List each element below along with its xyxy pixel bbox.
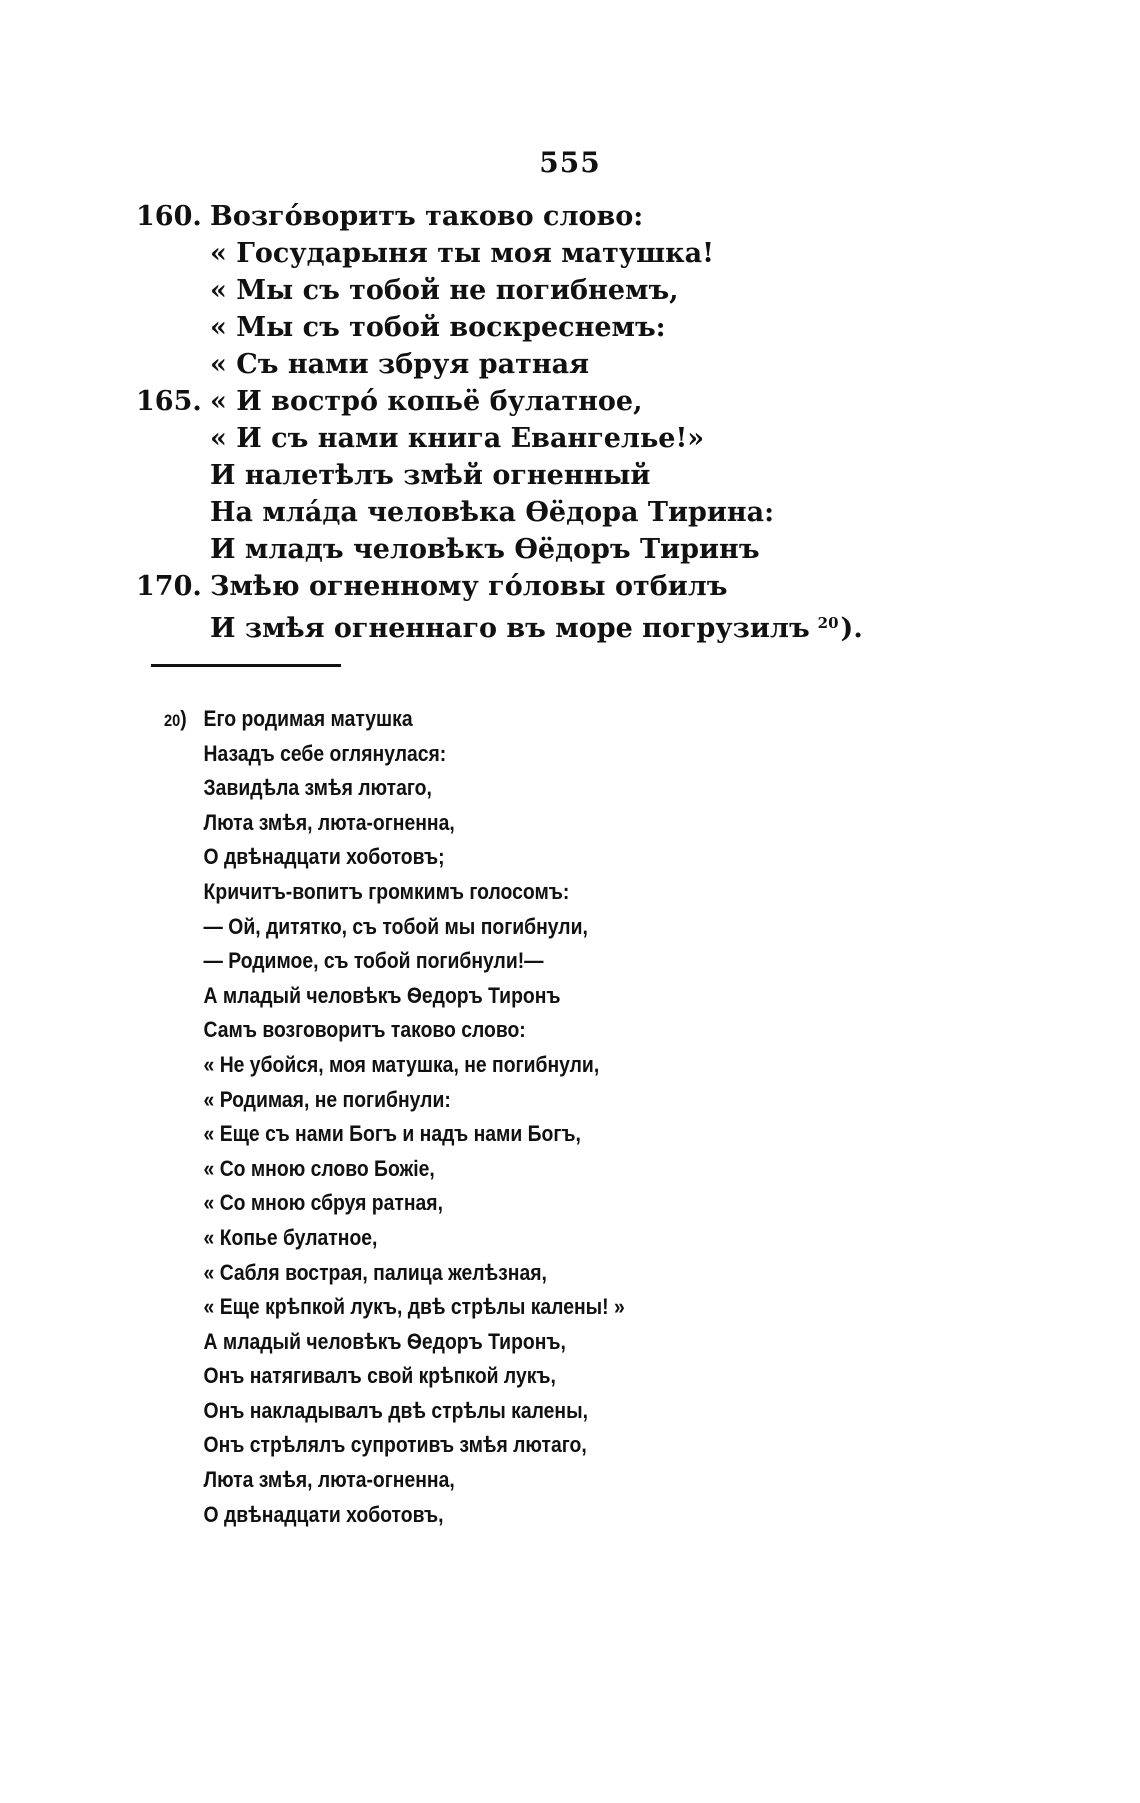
footnote-reference-close: ). xyxy=(840,613,863,644)
verse-body xyxy=(136,198,863,642)
footnote-line-text: « Со мною слово Божіе, xyxy=(203,1155,435,1181)
verse-line xyxy=(136,309,863,346)
verse-line xyxy=(136,383,863,420)
footnote-line-text: — Ой, дитятко, съ тобой мы погибнули, xyxy=(203,913,588,939)
verse-line xyxy=(136,198,863,235)
footnote-line-text: А младый человѣкъ Ѳедоръ Тиронъ, xyxy=(203,1328,566,1354)
footnote-line-text: Самъ возговоритъ таково слово: xyxy=(203,1017,526,1043)
footnote-line-text: О двѣнадцати хоботовъ; xyxy=(203,844,445,870)
footnote-line-text: О двѣнадцати хоботовъ, xyxy=(203,1501,444,1527)
verse-line xyxy=(136,346,863,383)
footnote-marker-paren: ) xyxy=(180,706,187,731)
line-number: 165. xyxy=(136,386,202,417)
line-text: Возго́воритъ таково слово: xyxy=(210,201,644,232)
line-text: И младъ человѣкъ Ѳёдоръ Тиринъ xyxy=(210,534,760,565)
line-text: « И съ нами книга Евангелье!» xyxy=(210,423,705,454)
footnote-line-text: « Еще крѣпкой лукъ, двѣ стрѣлы калены! » xyxy=(203,1294,625,1320)
footnote-line xyxy=(164,1325,625,1360)
line-text: « Мы съ тобой воскреснемъ: xyxy=(210,312,666,343)
footnote-line xyxy=(164,1117,625,1152)
footnote-line xyxy=(164,737,625,772)
footnote-line xyxy=(164,979,625,1014)
footnote-line-text: Онъ стрѣлялъ супротивъ змѣя лютаго, xyxy=(203,1432,587,1458)
footnote-line xyxy=(164,1498,625,1533)
footnote-line xyxy=(164,1359,625,1394)
footnote-body xyxy=(164,702,700,1532)
footnote-line xyxy=(164,806,625,841)
line-text: На мла́да человѣка Ѳёдора Тирина: xyxy=(210,497,775,528)
footnote-marker xyxy=(164,702,204,739)
line-text: « Государыня ты моя матушка! xyxy=(210,238,715,269)
verse-line xyxy=(136,494,863,531)
footnote-line-text: Кричитъ-вопитъ громкимъ голосомъ: xyxy=(203,878,570,904)
footnote-line-text: Завидѣла змѣя лютаго, xyxy=(203,775,432,801)
footnote-line xyxy=(164,1083,625,1118)
verse-line xyxy=(136,272,863,309)
line-text: « Съ нами збруя ратная xyxy=(210,349,590,380)
footnote-line xyxy=(164,1186,625,1221)
footnote-line xyxy=(164,910,625,945)
footnote-line-text: Его родимая матушка xyxy=(203,706,413,731)
footnote-line xyxy=(164,702,625,737)
footnote-line-text: Люта змѣя, люта-огненна, xyxy=(203,1467,455,1493)
footnote-line xyxy=(164,1256,625,1291)
footnote-line xyxy=(164,1394,625,1429)
line-text: Змѣю огненному го́ловы отбилъ xyxy=(210,571,728,602)
footnote-line xyxy=(164,1152,625,1187)
verse-line xyxy=(136,457,863,494)
verse-line xyxy=(136,605,863,642)
line-text: И змѣя огненнаго въ море погрузилъ xyxy=(210,613,810,644)
footnote-line-text: — Родимое, съ тобой погибнули!— xyxy=(203,948,544,974)
footnote-line xyxy=(164,840,625,875)
verse-line xyxy=(136,531,863,568)
footnote-line-text: « Еще съ нами Богъ и надъ нами Богъ, xyxy=(203,1121,581,1147)
line-number: 160. xyxy=(136,201,202,232)
line-text: И налетѣлъ змѣй огненный xyxy=(210,460,651,491)
footnote-line-text: « Сабля вострая, палица желѣзная, xyxy=(203,1259,547,1285)
footnote-line xyxy=(164,1013,625,1048)
footnote-line-text: « Копье булатное, xyxy=(203,1224,378,1250)
footnote-line xyxy=(164,1048,625,1083)
footnote-reference[interactable]: 20 xyxy=(817,614,839,632)
footnote-line xyxy=(164,1290,625,1325)
footnote-line-text: Онъ натягивалъ свой крѣпкой лукъ, xyxy=(203,1363,556,1389)
verse-line xyxy=(136,235,863,272)
footnote-line xyxy=(164,875,625,910)
footnote-line xyxy=(164,1428,625,1463)
footnote-line xyxy=(164,1463,625,1498)
line-text: « Мы съ тобой не погибнемъ, xyxy=(210,275,679,306)
footnote-line-text: Назадъ себе оглянулася: xyxy=(203,740,447,766)
footnote-divider xyxy=(151,664,341,667)
footnote-line xyxy=(164,944,625,979)
footnote-line-text: Онъ накладывалъ двѣ стрѣлы калены, xyxy=(203,1397,589,1423)
footnote-marker-number: 20 xyxy=(164,711,181,730)
line-text: « И востро́ копьё булатное, xyxy=(210,386,643,417)
line-number: 170. xyxy=(136,571,202,602)
footnote-line-text: Люта змѣя, люта-огненна, xyxy=(203,809,455,835)
verse-line xyxy=(136,420,863,457)
footnote-line-text: « Со мною сбруя ратная, xyxy=(203,1190,443,1216)
footnote-line-text: А младый человѣкъ Ѳедоръ Тиронъ xyxy=(203,982,561,1008)
verse-line xyxy=(136,568,863,605)
footnote-line xyxy=(164,1221,625,1256)
footnote-line-text: « Родимая, не погибнули: xyxy=(203,1086,451,1112)
footnote-line xyxy=(164,771,625,806)
page-number: 555 xyxy=(539,146,601,179)
footnote-line-text: « Не убойся, моя матушка, не погибнули, xyxy=(203,1051,600,1077)
